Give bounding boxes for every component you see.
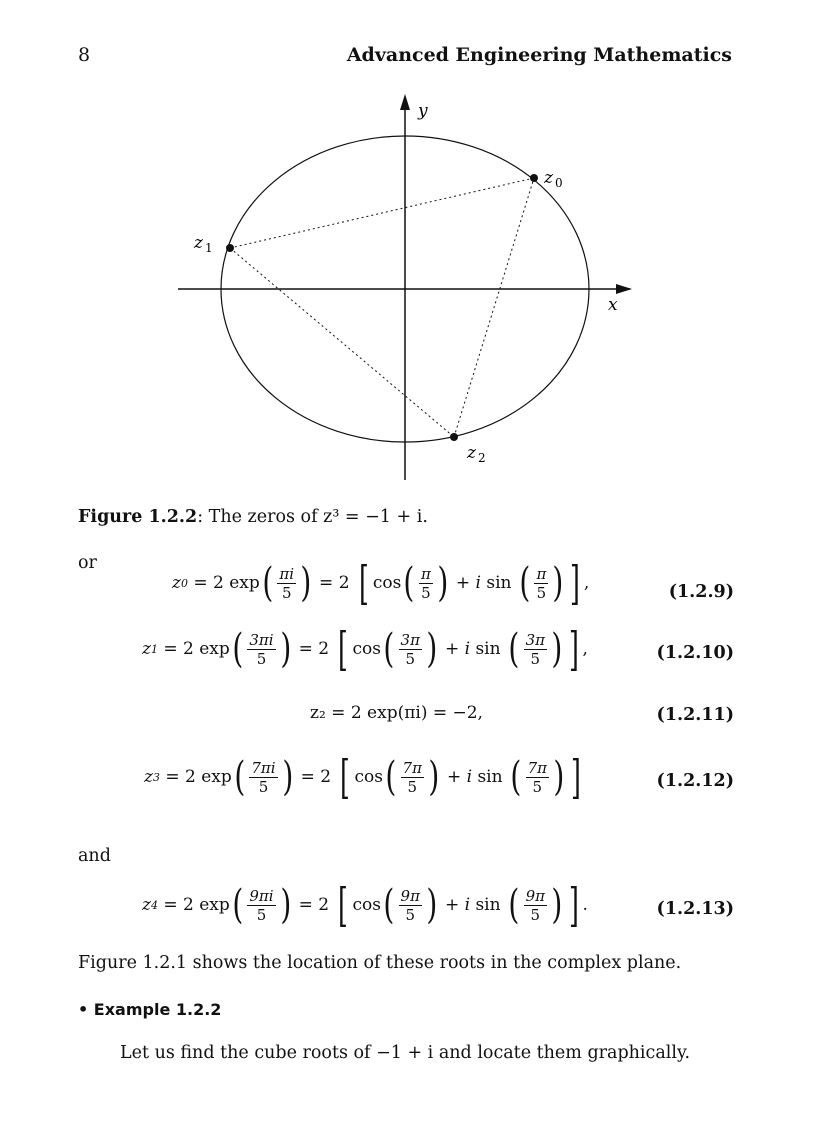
point-z1 bbox=[226, 244, 234, 252]
equation-1-2-10: z 1 = 2 exp ( $\frac{3\pi i}{5}$ ) = 2 [ cos ( $\frac{3\pi}{5}$ ) + i sin ( $\frac{3\pi}{5}$ ) ] , bbox=[142, 622, 588, 676]
equation-1-2-11: z₂ = 2 exp(πi) = −2, bbox=[310, 703, 483, 723]
equation-1-2-13: z 4 = 2 exp ( $\frac{9\pi i}{5}$ ) = 2 [ cos ( $\frac{9\pi}{5}$ ) + i sin ( $\frac{9\pi}{5}$ ) ] . bbox=[142, 878, 588, 932]
figure-caption-text: : The zeros of z³ = −1 + i. bbox=[197, 507, 428, 527]
label-z1: z $_1$ bbox=[194, 233, 213, 255]
example-heading: • Example 1.2.2 bbox=[78, 1000, 222, 1019]
chord-z2-z0 bbox=[454, 178, 534, 437]
page-number: 8 bbox=[78, 44, 91, 66]
running-title: Advanced Engineering Mathematics bbox=[346, 44, 732, 66]
equation-number-1-2-9: (1.2.9) bbox=[668, 582, 734, 602]
y-axis-label: y bbox=[418, 101, 428, 121]
equation-number-1-2-11: (1.2.11) bbox=[656, 705, 734, 725]
x-axis-label: x bbox=[608, 295, 618, 315]
x-axis-arrow-icon bbox=[616, 284, 632, 294]
example-sentence: Let us find the cube roots of −1 + i and locate them graphically. bbox=[120, 1043, 691, 1063]
equation-1-2-12: z 3 = 2 exp ( $\frac{7\pi i}{5}$ ) = 2 [ cos ( $\frac{7\pi}{5}$ ) + i sin ( $\frac{7\pi}{5}$ ) ] bbox=[144, 750, 581, 804]
figure-caption bbox=[78, 507, 428, 527]
equation-number-1-2-10: (1.2.10) bbox=[656, 643, 734, 663]
y-axis-arrow-icon bbox=[400, 94, 410, 110]
chord-z0-z1 bbox=[230, 178, 534, 248]
label-z0: z $_0$ bbox=[544, 168, 563, 190]
point-z2 bbox=[450, 433, 458, 441]
roots-figure bbox=[160, 92, 640, 487]
equation-number-1-2-13: (1.2.13) bbox=[656, 899, 734, 919]
word-or: or bbox=[78, 553, 97, 573]
equation-number-1-2-12: (1.2.12) bbox=[656, 771, 734, 791]
label-z2: z $_2$ bbox=[467, 443, 486, 465]
equation-1-2-9: z 0 = 2 exp ( $\frac{\pi i}{5}$ ) = 2 [ cos ( $\frac{\pi}{5}$ ) + i sin ( $\frac{\pi}{5}$ ) ] , bbox=[172, 556, 590, 610]
point-z0 bbox=[530, 174, 538, 182]
figure-caption-label: Figure 1.2.2 bbox=[78, 507, 198, 527]
body-sentence: Figure 1.2.1 shows the location of these roots in the complex plane. bbox=[78, 953, 682, 973]
chord-z1-z2 bbox=[230, 248, 454, 437]
word-and: and bbox=[78, 846, 111, 866]
